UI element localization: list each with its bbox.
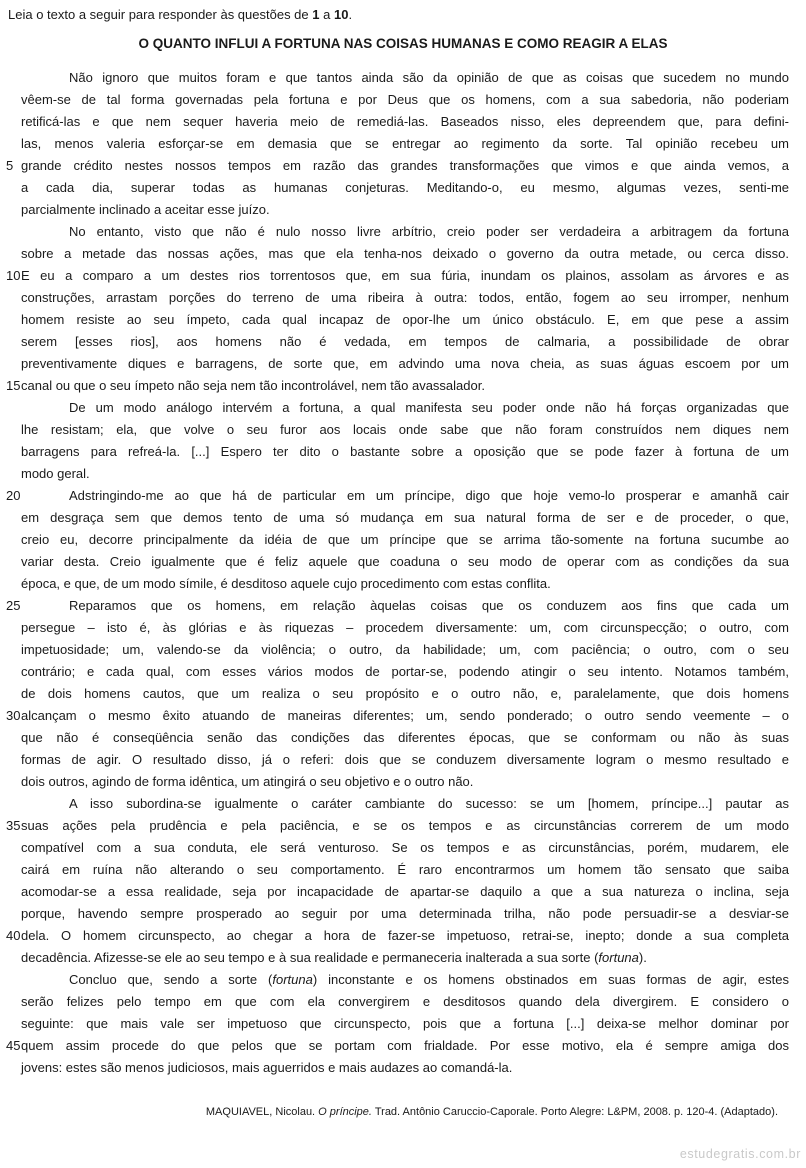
line-number: 25 xyxy=(6,598,21,613)
text-line: compatível com a sua conduta, ele será venturoso. Se os tempos e as circunstâncias, porém, mudarem, ele xyxy=(21,840,789,855)
text-line: jovens: estes são menos judiciosos, mais aguerridos e mais audazes ao comandá-la. xyxy=(21,1060,513,1075)
text-line: que não é conseqüência senão das condições das diferentes épocas, que se conformam ou não às suas xyxy=(21,730,789,745)
watermark: estudegratis.com.br xyxy=(679,1147,801,1161)
text-line: construções, arrastam porções do terreno de uma ribeira à outra: todos, então, fogem ao seu irromper, nenhum xyxy=(21,290,789,305)
text-line: vêem-se de tal forma governadas pela fortuna e por Deus que os homens, com a sua sabedoria, não poderiam xyxy=(21,92,789,107)
line-number: 35 xyxy=(6,818,21,833)
text-line: persegue – isto é, às glórias e às riquezas – procedem diversamente: um, com circunspecção; o outro, com xyxy=(21,620,789,635)
text-line: de dois homens cautos, que um realiza o seu propósito e o outro não, e, paralelamente, que dois homens xyxy=(21,686,789,701)
text-line: serem [esses rios], aos homens não é vedada, em tempos de calmaria, a possibilidade de obrar xyxy=(21,334,789,349)
line-number: 30 xyxy=(6,708,21,723)
text-line: Não ignoro que muitos foram e que tantos ainda são da opinião de que as coisas que sucedem no mundo xyxy=(69,70,789,85)
text-line: De um modo análogo intervém a fortuna, a qual manifesta seu poder onde não há forças organizadas que xyxy=(69,400,789,415)
text-line: modo geral. xyxy=(21,466,90,481)
line-number: 10 xyxy=(6,268,21,283)
text-line: serão felizes pelo tempo em que com ela convergirem e desditosos quando dela divergirem. E considero o xyxy=(21,994,789,1009)
text-line: contrário; e cada qual, com esses vários modos de portar-se, podendo atingir o seu intento. Notamos também, xyxy=(21,664,789,679)
text-line: sobre a metade das nossas ações, mas que ela tenha-nos deixado o governo da outra metade, ou cerca disso. xyxy=(21,246,789,261)
line-number: 40 xyxy=(6,928,21,943)
text-line: variar desta. Creio igualmente que é feliz aquele que coaduna o seu modo de operar com as condições da sua xyxy=(21,554,789,569)
text-line: em desgraça sem que demos tento de uma só mudança em sua natural forma de ser e de proceder, o que, xyxy=(21,510,789,525)
text-line: las, menos valeria esforçar-se em demasia que se entregar ao regimento da sorte. Tal opinião recebeu um xyxy=(21,136,789,151)
text-line: lhe resistam; ela, que volve o seu furor aos locais onde sabe que não foram construídos nem diques nem xyxy=(21,422,789,437)
text-line: seguinte: que mais vale ser impetuoso que circunspecto, pois que a fortuna [...] deixa-se melhor dominar por xyxy=(21,1016,789,1031)
text-line: 30 alcançam o mesmo êxito atuando de maneiras diferentes; um, sendo ponderado; o outro sendo veemente – o xyxy=(21,705,789,727)
text-line: formas de agir. O resultado disso, já o referi: dois que se conduzem diversamente logram o mesmo resultado e xyxy=(21,752,789,767)
text-line: barragens para refreá-la. [...] Espero ter dito o bastante sobre a oposição que se pode fazer à fortuna de um xyxy=(21,444,789,459)
citation: MAQUIAVEL, Nicolau. O príncipe. Trad. Antônio Caruccio-Caporale. Porto Alegre: L&PM, 2008. p. 120-4. (Adaptado). xyxy=(205,1106,778,1118)
text-body xyxy=(6,67,789,1079)
text-line: homem resiste ao seu ímpeto, cada qual incapaz de opor-lhe um único obstáculo. E, em que pese a assim xyxy=(21,312,789,327)
text-line: época, e que, de um modo símile, é desditoso aquele cujo procedimento com estas conflita. xyxy=(21,576,551,591)
text-line: 15 canal ou que o seu ímpeto não seja nem tão incontrolável, nem tão avassalador. xyxy=(21,375,789,397)
text-line: 5 grande crédito nestes nossos tempos em razão das grandes transformações que vimos e que ainda vemos, a xyxy=(21,155,789,177)
text-line: a cada dia, superar todas as humanas conjeturas. Meditando-o, eu mesmo, algumas vezes, senti-me xyxy=(21,180,789,195)
line-number: 45 xyxy=(6,1038,21,1053)
text-line: 45 quem assim procede do que pelos que se portam com frialdade. Por esse motivo, ela é sempre amiga dos xyxy=(21,1035,789,1057)
text-line: porque, havendo sempre prosperado ao seguir por uma determinada trilha, não pode persuadir-se a desviar-se xyxy=(21,906,789,921)
text-line: preventivamente diques e barragens, de sorte que, em advindo uma nova cheia, as suas águas escoem por um xyxy=(21,356,789,371)
text-line: decadência. Afizesse-se ele ao seu tempo e à sua realidade e permaneceria inalterada a sua sorte (fortuna). xyxy=(21,950,647,965)
text-line: 35 suas ações pela prudência e pela paciência, e se os tempos e as circunstâncias correrem de um modo xyxy=(21,815,789,837)
text-line: parcialmente inclinado a aceitar esse juízo. xyxy=(21,202,270,217)
text-line: 20 Adstringindo-me ao que há de particular em um príncipe, digo que hoje vemo-lo prosperar e amanhã cair xyxy=(21,485,789,507)
text-line: Concluo que, sendo a sorte (fortuna) inconstante e os homens obstinados em suas formas de agir, estes xyxy=(69,972,789,987)
text-line: retificá-las e que nem sequer haveria meio de remediá-las. Baseados nisso, eles depreendem que, para defini- xyxy=(21,114,789,129)
text-line: cairá em ruína não alterando o seu comportamento. É raro encontrarmos um homem tão sensato que saiba xyxy=(21,862,789,877)
line-number: 15 xyxy=(6,378,21,393)
text-line: No entanto, visto que não é nulo nosso livre arbítrio, creio poder ser verdadeira a arbitragem da fortuna xyxy=(69,224,789,239)
page-title: O QUANTO INFLUI A FORTUNA NAS COISAS HUMANAS E COMO REAGIR A ELAS xyxy=(138,36,668,51)
text-line: impetuosidade; um, valendo-se da violência; o outro, da habilidade; um, com paciência; o outro, com o seu xyxy=(21,642,789,657)
text-line: creio eu, decorre principalmente da idéia de que um príncipe que se arrima tão-somente na fortuna sucumbe ao xyxy=(21,532,789,547)
text-line: acomodar-se a essa realidade, seja por incapacidade de apartar-se daquilo a que a sua natureza o inclina, seja xyxy=(21,884,789,899)
text-line: 40 dela. O homem circunspecto, ao chegar a hora de fazer-se impetuoso, retrai-se, inepto; donde a sua completa xyxy=(21,925,789,947)
text-line: 25 Reparamos que os homens, em relação àquelas coisas que os conduzem aos fins que cada um xyxy=(21,595,789,617)
line-number: 5 xyxy=(6,158,14,173)
text-line: dois outros, agindo de forma idêntica, um atingirá o seu objetivo e o outro não. xyxy=(21,774,474,789)
text-line: A isso subordina-se igualmente o caráter cambiante do sucesso: se um [homem, príncipe...] pautar as xyxy=(69,796,789,811)
instruction: Leia o texto a seguir para responder às questões de 1 a 10. xyxy=(8,7,353,22)
text-line: 10 E eu a comparo a um destes rios torrentosos que, em sua fúria, inundam os plainos, assolam as árvores e as xyxy=(21,265,789,287)
line-number: 20 xyxy=(6,488,21,503)
